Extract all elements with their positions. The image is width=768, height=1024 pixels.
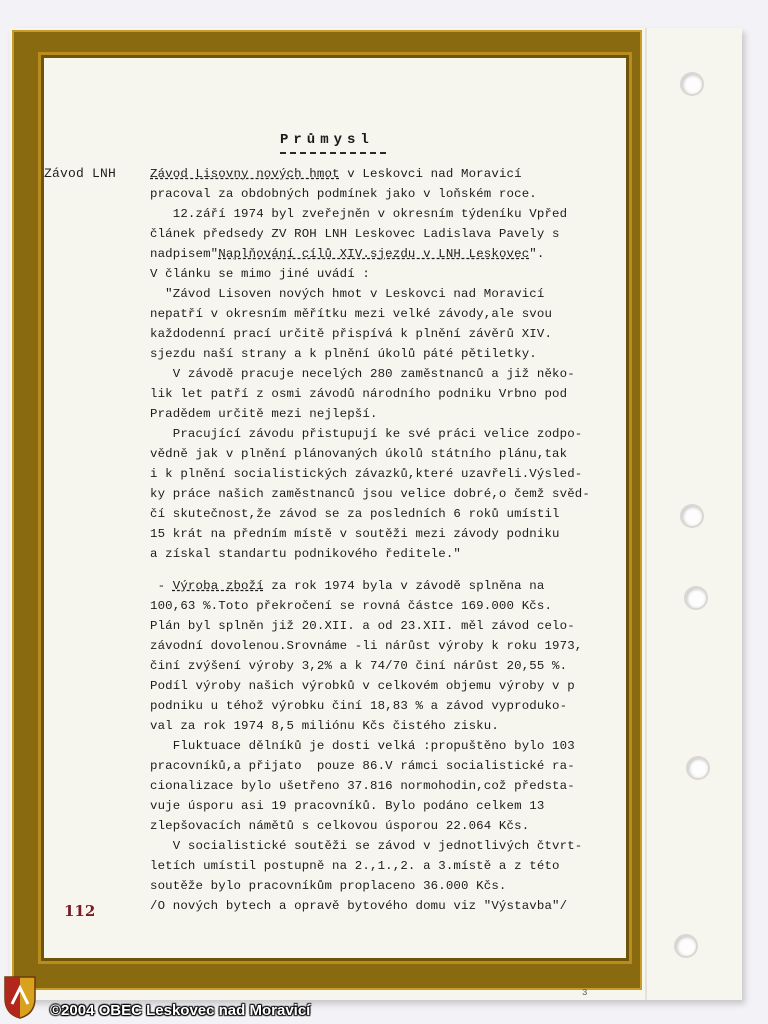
punch-hole-upper-middle xyxy=(680,504,704,528)
text-line xyxy=(150,656,620,676)
text-line xyxy=(150,344,620,364)
corner-mark: 3 xyxy=(582,988,588,998)
text-line xyxy=(150,596,620,616)
text-line xyxy=(150,544,620,564)
text-line xyxy=(150,676,620,696)
text-line xyxy=(150,164,620,184)
title-underline xyxy=(280,152,386,154)
typed-body-text xyxy=(150,164,620,916)
line-segment: val za rok 1974 8,5 miliónu Kčs čistého zisku. xyxy=(150,719,499,733)
text-line xyxy=(150,716,620,736)
line-segment: nepatří v okresním měřítku mezi velké závody,ale svou xyxy=(150,307,553,321)
text-line xyxy=(150,244,620,264)
text-line xyxy=(150,384,620,404)
line-segment: pracoval za obdobných podmínek jako v loňském roce. xyxy=(150,187,537,201)
line-segment: a získal standartu podnikového ředitele." xyxy=(150,547,462,561)
text-line xyxy=(150,464,620,484)
text-line xyxy=(150,224,620,244)
line-segment: V socialistické soutěži se závod v jednotlivých čtvrt- xyxy=(150,839,583,853)
text-line xyxy=(150,484,620,504)
line-segment: ". xyxy=(529,247,545,261)
page-number: 112 xyxy=(64,902,96,920)
line-segment: činí zvýšení výroby 3,2% a k 74/70 činí nárůst 20,55 %. xyxy=(150,659,568,673)
line-segment: nadpisem" xyxy=(150,247,219,261)
line-segment: cionalizace bylo ušetřeno 37.816 normohodin,což předsta- xyxy=(150,779,575,793)
text-line xyxy=(150,324,620,344)
text-line xyxy=(150,696,620,716)
text-line xyxy=(150,836,620,856)
line-segment: Plán byl splněn již 20.XII. a od 23.XII. měl závod celo- xyxy=(150,619,575,633)
punch-hole-top xyxy=(680,72,704,96)
line-segment: podniku u téhož výrobku činí 18,83 % a závod vyproduko- xyxy=(150,699,568,713)
punch-hole-bottom xyxy=(674,934,698,958)
line-segment: 15 krát na předním místě v soutěži mezi závody podniku xyxy=(150,527,560,541)
line-segment: sjezdu naší strany a k plnění úkolů páté pětiletky. xyxy=(150,347,537,361)
line-segment: letích umístil postupně na 2.,1.,2. a 3.místě a z této xyxy=(150,859,560,873)
line-segment: V závodě pracuje necelých 280 zaměstnanců a již něko- xyxy=(150,367,575,381)
text-line xyxy=(150,776,620,796)
line-segment: čí skutečnost,že závod se za posledních 6 roků umístil xyxy=(150,507,560,521)
page-title: Průmysl xyxy=(280,132,374,148)
underlined-phrase: Naplňování cílů XIV.sjezdu v LNH Leskovec xyxy=(218,247,530,261)
text-line xyxy=(150,636,620,656)
line-segment: za rok 1974 byla v závodě splněna na xyxy=(263,579,545,593)
text-line xyxy=(150,816,620,836)
text-line xyxy=(150,856,620,876)
punch-hole-middle xyxy=(684,586,708,610)
copyright-footer: ©2004 OBEC Leskovec nad Moravicí xyxy=(50,1002,311,1019)
line-segment: /O nových bytech a opravě bytového domu viz "Výstavba"/ xyxy=(150,899,568,913)
underlined-phrase: Závod Lisovny nových hmot xyxy=(150,167,340,181)
line-segment: Pradědem určitě mezi nejlepší. xyxy=(150,407,378,421)
line-segment: v Leskovci nad Moravicí xyxy=(339,167,522,181)
text-line xyxy=(150,796,620,816)
text-line xyxy=(150,304,620,324)
text-line xyxy=(150,756,620,776)
line-segment: pracovníků,a přijato pouze 86.V rámci socialistické ra- xyxy=(150,759,575,773)
text-line xyxy=(150,264,620,284)
line-segment: vědně jak v plnění plánovaných úkolů státního plánu,tak xyxy=(150,447,568,461)
text-line xyxy=(150,504,620,524)
text-line xyxy=(150,736,620,756)
underlined-phrase: Výroba zboží xyxy=(172,579,264,593)
margin-label: Závod LNH xyxy=(44,166,117,181)
line-segment: 12.září 1974 byl zveřejněn v okresním týdeníku Vpřed xyxy=(150,207,568,221)
text-line xyxy=(150,616,620,636)
line-segment: - xyxy=(150,579,173,593)
text-line xyxy=(150,896,620,916)
text-line xyxy=(150,184,620,204)
line-segment: vuje úsporu asi 19 pracovníků. Bylo podáno celkem 13 xyxy=(150,799,545,813)
text-line xyxy=(150,524,620,544)
sheet-fold-line xyxy=(645,28,647,1000)
text-line xyxy=(150,404,620,424)
line-segment: i k plnění socialistických závazků,které uzavřeli.Výsled- xyxy=(150,467,583,481)
line-segment: lik let patří z osmi závodů národního podniku Vrbno pod xyxy=(150,387,568,401)
text-line xyxy=(150,876,620,896)
text-line xyxy=(150,364,620,384)
line-segment: článek předsedy ZV ROH LNH Leskovec Ladislava Pavely s xyxy=(150,227,560,241)
text-line xyxy=(150,444,620,464)
text-line xyxy=(150,284,620,304)
line-segment: zlepšovacích námětů s celkovou úsporou 22.064 Kčs. xyxy=(150,819,530,833)
line-segment: závodní dovolenou.Srovnáme -li nárůst výroby k roku 1973, xyxy=(150,639,583,653)
punch-hole-lower-middle xyxy=(686,756,710,780)
line-segment: soutěže bylo pracovníkům proplaceno 36.000 Kčs. xyxy=(150,879,507,893)
line-segment: Pracující závodu přistupují ke své práci velice zodpo- xyxy=(150,427,583,441)
text-line xyxy=(150,424,620,444)
text-line xyxy=(150,576,620,596)
line-segment: V článku se mimo jiné uvádí : xyxy=(150,267,370,281)
line-segment: "Závod Lisoven nových hmot v Leskovci nad Moravicí xyxy=(150,287,545,301)
line-segment: Fluktuace dělníků je dosti velká :propuštěno bylo 103 xyxy=(150,739,575,753)
line-segment: Podíl výroby našich výrobků v celkovém objemu výroby v p xyxy=(150,679,575,693)
line-segment: každodenní prací určitě přispívá k plnění závěrů XIV. xyxy=(150,327,553,341)
text-line xyxy=(150,204,620,224)
line-segment: ky práce našich zaměstnanců jsou velice dobré,o čemž svěd- xyxy=(150,487,590,501)
line-segment: 100,63 %.Toto překročení se rovná částce 169.000 Kčs. xyxy=(150,599,553,613)
village-coat-of-arms-icon xyxy=(2,974,38,1020)
